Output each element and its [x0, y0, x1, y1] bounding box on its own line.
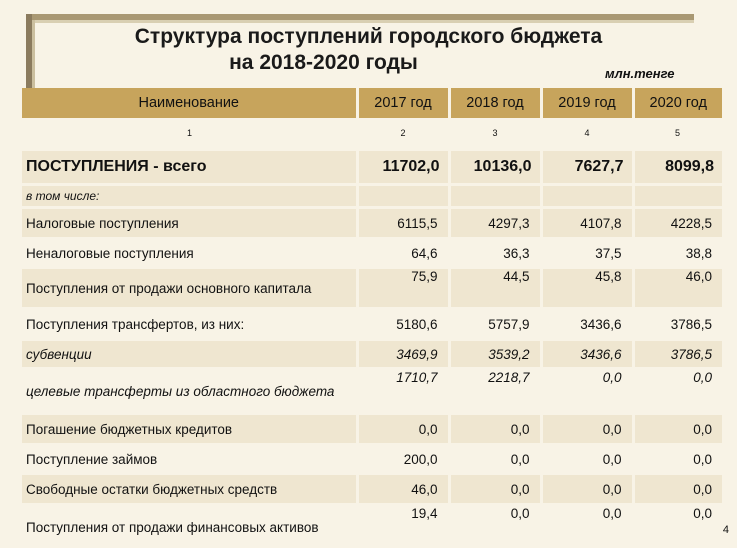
cell-value: 0,0 — [633, 445, 722, 474]
col-num: 4 — [541, 118, 633, 150]
cell-value: 0,0 — [449, 474, 541, 505]
row-label: Поступления от продажи основного капитала — [22, 268, 357, 309]
cell-value: 3786,5 — [633, 309, 722, 340]
row-label: Свободные остатки бюджетных средств — [22, 474, 357, 505]
col-num: 2 — [357, 118, 449, 150]
cell-value: 0,0 — [449, 445, 541, 474]
col-num: 1 — [22, 118, 357, 150]
cell-value: 6115,5 — [357, 208, 449, 239]
cell-value: 0,0 — [541, 369, 633, 414]
cell-value: 37,5 — [541, 239, 633, 268]
row-label: Поступления трансфертов, из них: — [22, 309, 357, 340]
table-row — [22, 268, 722, 309]
cell-value: 0,0 — [541, 445, 633, 474]
cell-value: 4228,5 — [633, 208, 722, 239]
cell-value: 46,0 — [357, 474, 449, 505]
cell-value: 11702,0 — [357, 150, 449, 185]
table-row — [22, 414, 722, 445]
col-num: 5 — [633, 118, 722, 150]
cell-value: 3436,6 — [541, 340, 633, 369]
cell-value: 5757,9 — [449, 309, 541, 340]
header-name: Наименование — [22, 88, 357, 118]
cell-value: 0,0 — [449, 414, 541, 445]
table-row — [22, 505, 722, 548]
row-label: ПОСТУПЛЕНИЯ - всего — [22, 150, 357, 185]
table-row — [22, 445, 722, 474]
row-label: субвенции — [22, 340, 357, 369]
header-2019: 2019 год — [541, 88, 633, 118]
title-line-1: Структура поступлений городского бюджета — [135, 25, 602, 48]
cell-value: 0,0 — [633, 369, 722, 414]
table-header-row — [22, 88, 722, 118]
cell-value: 36,3 — [449, 239, 541, 268]
cell-value: 3436,6 — [541, 309, 633, 340]
cell-value: 1710,7 — [357, 369, 449, 414]
table-row — [22, 239, 722, 268]
cell-value: 75,9 — [357, 268, 449, 309]
cell-value: 38,8 — [633, 239, 722, 268]
table-row-total — [22, 150, 722, 185]
cell-value: 2218,7 — [449, 369, 541, 414]
table-row — [22, 340, 722, 369]
header-2020: 2020 год — [633, 88, 722, 118]
cell-empty — [541, 185, 633, 208]
cell-value: 64,6 — [357, 239, 449, 268]
row-label: Поступления от продажи финансовых активов — [22, 505, 357, 548]
cell-value: 0,0 — [541, 505, 633, 548]
cell-value: 200,0 — [357, 445, 449, 474]
page-number: 4 — [723, 524, 729, 536]
cell-value: 8099,8 — [633, 150, 722, 185]
cell-value: 45,8 — [541, 268, 633, 309]
cell-value: 0,0 — [633, 414, 722, 445]
cell-value: 3786,5 — [633, 340, 722, 369]
table-row — [22, 208, 722, 239]
table-row-subheading — [22, 185, 722, 208]
cell-value: 0,0 — [633, 474, 722, 505]
header-2017: 2017 год — [357, 88, 449, 118]
col-num: 3 — [449, 118, 541, 150]
cell-value: 0,0 — [633, 505, 722, 548]
cell-value: 10136,0 — [449, 150, 541, 185]
decorative-frame-top-inner — [32, 20, 694, 23]
cell-empty — [357, 185, 449, 208]
cell-value: 0,0 — [449, 505, 541, 548]
cell-value: 5180,6 — [357, 309, 449, 340]
row-label: целевые трансферты из областного бюджета — [22, 369, 357, 414]
cell-value: 46,0 — [633, 268, 722, 309]
header-2018: 2018 год — [449, 88, 541, 118]
cell-value: 4107,8 — [541, 208, 633, 239]
cell-value: 7627,7 — [541, 150, 633, 185]
cell-value: 3469,9 — [357, 340, 449, 369]
row-label: Налоговые поступления — [22, 208, 357, 239]
budget-table — [22, 88, 722, 548]
row-label: Поступление займов — [22, 445, 357, 474]
row-label: Погашение бюджетных кредитов — [22, 414, 357, 445]
column-numbers-row — [22, 118, 722, 150]
cell-value: 3539,2 — [449, 340, 541, 369]
table-row — [22, 474, 722, 505]
cell-value: 44,5 — [449, 268, 541, 309]
cell-empty — [633, 185, 722, 208]
cell-value: 0,0 — [357, 414, 449, 445]
table-row — [22, 369, 722, 414]
cell-value: 19,4 — [357, 505, 449, 548]
row-label: в том числе: — [22, 185, 357, 208]
cell-value: 0,0 — [541, 474, 633, 505]
units-label: млн.тенге — [605, 66, 674, 81]
cell-value: 0,0 — [541, 414, 633, 445]
cell-value: 4297,3 — [449, 208, 541, 239]
title-line-2: на 2018-2020 годы — [0, 50, 737, 76]
row-label: Неналоговые поступления — [22, 239, 357, 268]
cell-empty — [449, 185, 541, 208]
table-row — [22, 309, 722, 340]
